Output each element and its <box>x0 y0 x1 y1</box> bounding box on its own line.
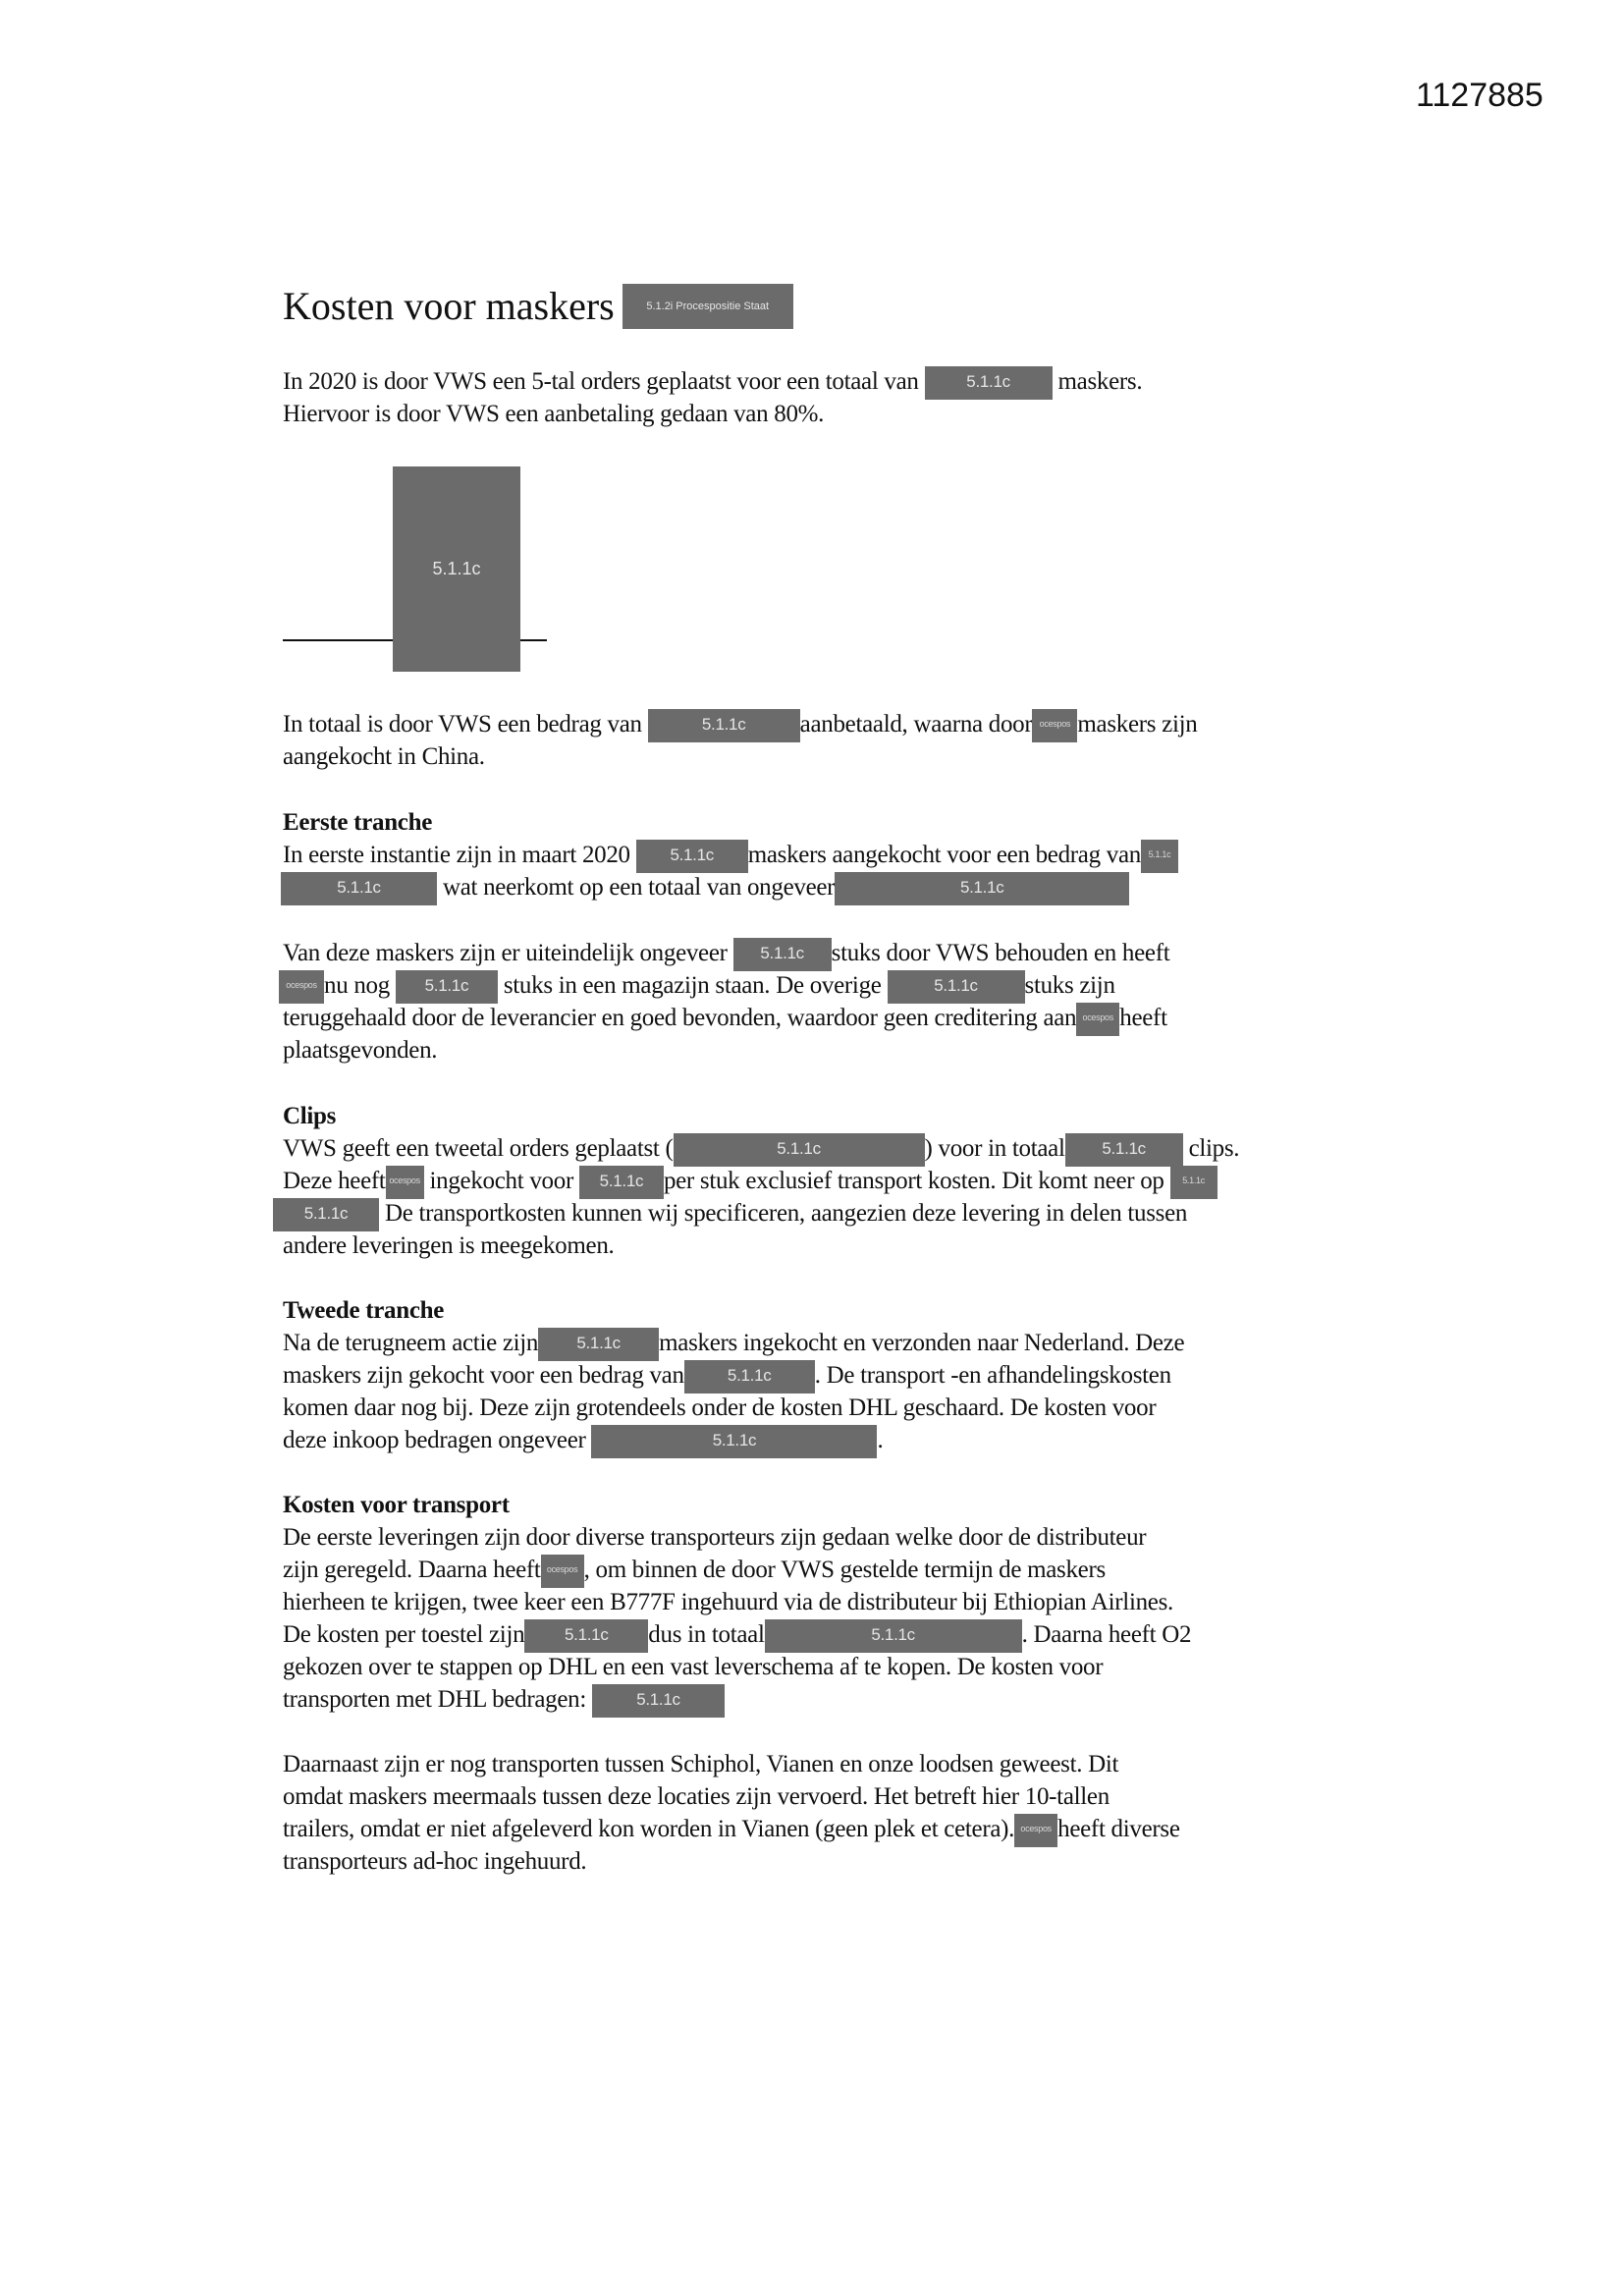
text: komen daar nog bij. Deze zijn grotendeels onder de kosten DHL geschaard. De kosten voor <box>283 1394 1157 1421</box>
text: wat neerkomt op een totaal van ongeveer <box>442 874 836 901</box>
text: . De transport -en afhandelingskosten <box>814 1362 1171 1389</box>
transport-line <box>283 1554 1106 1586</box>
redaction: 5.1.1c <box>733 938 832 971</box>
redaction: 5.1.1c <box>888 970 1025 1004</box>
transport-line <box>283 1651 1103 1683</box>
text: dus in totaal <box>648 1621 765 1648</box>
redaction-small: ocespos <box>386 1166 424 1199</box>
chart-bar-redacted: 5.1.1c <box>393 466 520 672</box>
text: . <box>877 1427 884 1453</box>
redaction: 5.1.1c <box>579 1166 664 1199</box>
text: In eerste instantie zijn in maart 2020 <box>283 842 630 868</box>
text: De eerste leveringen zijn door diverse transporteurs zijn gedaan welke door de distributeur <box>283 1524 1147 1551</box>
total-line <box>283 740 485 773</box>
section-heading-eerste-tranche: Eerste tranche <box>283 809 432 836</box>
text: transporten met DHL bedragen: <box>283 1686 587 1713</box>
eerste-line <box>283 1002 1167 1034</box>
text: ) voor in totaal <box>924 1135 1065 1162</box>
tweede-line <box>283 1392 1156 1424</box>
text: In 2020 is door VWS een 5-tal orders geplaatst voor een totaal van <box>283 368 919 395</box>
redaction-small: 5.1.1c <box>1141 840 1178 873</box>
redaction: 5.1.1c <box>396 970 498 1004</box>
intro-line <box>283 398 824 430</box>
text: De transportkosten kunnen wij specificeren, aangezien deze levering in delen tussen <box>384 1200 1188 1227</box>
transport-line <box>283 1748 1118 1780</box>
text: heeft diverse <box>1057 1816 1180 1842</box>
text: per stuk exclusief transport kosten. Dit komt neer op <box>663 1168 1164 1194</box>
redaction: 5.1.1c <box>684 1360 815 1394</box>
redaction: 5.1.1c <box>835 872 1129 905</box>
eerste-line <box>283 1034 437 1066</box>
document-number: 1127885 <box>1416 77 1543 114</box>
redaction: 5.1.1c <box>648 709 800 742</box>
redaction: 5.1.1c <box>281 872 437 905</box>
transport-line <box>283 1618 1191 1651</box>
text: ingekocht voor <box>429 1168 573 1194</box>
redaction: 5.1.1c <box>273 1198 379 1231</box>
text: maskers ingekocht en verzonden naar Nederland. Deze <box>659 1330 1185 1356</box>
text: aanbetaald, waarna door <box>799 711 1033 738</box>
redaction-small: ocespos <box>1076 1003 1119 1036</box>
text: gekozen over te stappen op DHL en een vast leverschema af te kopen. De kosten voor <box>283 1654 1104 1680</box>
transport-line <box>283 1813 1180 1845</box>
text: In totaal is door VWS een bedrag van <box>283 711 642 738</box>
redaction: 5.1.1c <box>538 1328 659 1361</box>
redaction-badge: 5.1.2i Procespositie Staat <box>623 284 793 329</box>
redaction: 5.1.1c <box>674 1133 925 1167</box>
redaction-small: ocespos <box>541 1555 584 1588</box>
clips-line <box>283 1230 614 1262</box>
text: trailers, omdat er niet afgeleverd kon worden in Vianen (geen plek et cetera). <box>283 1816 1015 1842</box>
intro-line <box>283 365 1142 398</box>
eerste-line <box>283 937 1169 969</box>
text: deze inkoop bedragen ongeveer <box>283 1427 586 1453</box>
redaction-small: ocespos <box>1014 1814 1057 1847</box>
title-text: Kosten voor maskers <box>283 284 615 328</box>
redaction: 5.1.1c <box>925 366 1053 400</box>
text: transporteurs ad-hoc ingehuurd. <box>283 1848 587 1875</box>
redaction-small: 5.1.1c <box>1170 1166 1218 1199</box>
eerste-line <box>281 871 1129 903</box>
text: teruggehaald door de leverancier en goed bevonden, waardoor geen creditering aan <box>283 1005 1077 1031</box>
section-heading-kosten-transport: Kosten voor transport <box>283 1492 510 1518</box>
transport-line <box>283 1586 1173 1618</box>
text: Daarnaast zijn er nog transporten tussen Schiphol, Vianen en onze loodsen geweest. Dit <box>283 1751 1119 1777</box>
redaction-small: ocespos <box>1032 709 1077 742</box>
redaction: 5.1.1c <box>524 1619 648 1653</box>
transport-line <box>283 1521 1146 1554</box>
text: stuks zijn <box>1024 972 1115 999</box>
clips-line <box>283 1165 1218 1197</box>
text: hierheen te krijgen, twee keer een B777F ingehuurd via de distributeur bij Ethiopian Airlines. <box>283 1589 1173 1615</box>
redaction: 5.1.1c <box>765 1619 1022 1653</box>
text: Na de terugneem actie zijn <box>283 1330 539 1356</box>
redaction: 5.1.1c <box>636 840 748 873</box>
text: , om binnen de door VWS gestelde termijn de maskers <box>583 1557 1106 1583</box>
section-heading-tweede-tranche: Tweede tranche <box>283 1297 445 1324</box>
redaction: 5.1.1c <box>591 1425 877 1458</box>
text: Hiervoor is door VWS een aanbetaling gedaan van 80%. <box>283 401 825 427</box>
text: stuks door VWS behouden en heeft <box>831 940 1170 966</box>
clips-line <box>273 1197 1187 1230</box>
redaction: 5.1.1c <box>1065 1133 1183 1167</box>
text: maskers zijn <box>1077 711 1198 738</box>
transport-line <box>283 1683 725 1716</box>
text: plaatsgevonden. <box>283 1037 438 1064</box>
total-line <box>283 708 1197 740</box>
text: Van deze maskers zijn er uiteindelijk ongeveer <box>283 940 728 966</box>
clips-line <box>283 1132 1239 1165</box>
text: VWS geeft een tweetal orders geplaatst ( <box>283 1135 674 1162</box>
transport-line <box>283 1845 586 1878</box>
section-heading-clips: Clips <box>283 1103 337 1129</box>
text: maskers zijn gekocht voor een bedrag van <box>283 1362 684 1389</box>
text: maskers aangekocht voor een bedrag van <box>747 842 1141 868</box>
redaction: 5.1.1c <box>592 1684 725 1718</box>
text: heeft <box>1119 1005 1167 1031</box>
text: nu nog <box>324 972 390 999</box>
tweede-line <box>283 1424 883 1456</box>
tweede-line <box>283 1359 1171 1392</box>
eerste-line <box>279 969 1115 1002</box>
page-title <box>283 283 793 329</box>
text: . Daarna heeft O2 <box>1021 1621 1192 1648</box>
text: omdat maskers meermaals tussen deze locaties zijn vervoerd. Het betreft hier 10-tallen <box>283 1783 1110 1810</box>
text: clips. <box>1188 1135 1240 1162</box>
text: stuks in een magazijn staan. De overige <box>503 972 882 999</box>
redacted-chart <box>283 462 577 678</box>
transport-line <box>283 1780 1110 1813</box>
text: andere leveringen is meegekomen. <box>283 1232 615 1259</box>
text: Deze heeft <box>283 1168 386 1194</box>
eerste-line <box>283 839 1178 871</box>
text: maskers. <box>1057 368 1143 395</box>
text: aangekocht in China. <box>283 743 485 770</box>
text: zijn geregeld. Daarna heeft <box>283 1557 541 1583</box>
tweede-line <box>283 1327 1184 1359</box>
text: De kosten per toestel zijn <box>283 1621 525 1648</box>
redaction-small: ocespos <box>279 970 324 1004</box>
